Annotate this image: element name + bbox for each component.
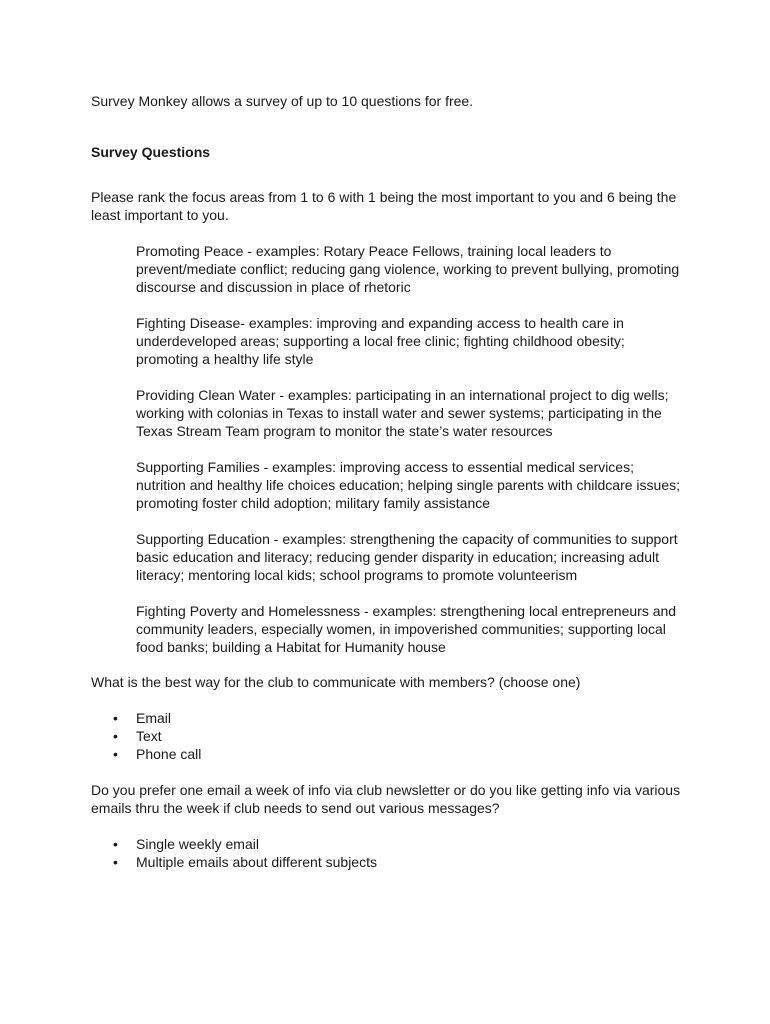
option-email: Email — [136, 710, 172, 726]
bullet-icon: • — [113, 728, 118, 744]
focus-area-education: Supporting Education - examples: strengthening the capacity of communities to support basic education and literacy; reducing gender disparity in education; increasing adult literacy; mentoring local kids; school programs to promote volunteerism — [136, 531, 678, 583]
focus-area-list — [136, 242, 681, 656]
communication-options — [91, 709, 691, 763]
list-item — [91, 727, 691, 745]
option-multiple-emails: Multiple emails about different subjects — [136, 854, 377, 870]
bullet-icon: • — [113, 746, 118, 762]
bullet-icon: • — [113, 836, 118, 852]
focus-area-poverty: Fighting Poverty and Homelessness - examples: strengthening local entrepreneurs and community leaders, especially women, in impoverished communities; supporting local food banks; building a Habitat for Humanity house — [136, 603, 677, 655]
option-single-weekly-email: Single weekly email — [136, 836, 259, 852]
focus-area-water: Providing Clean Water - examples: participating in an international project to dig wells; working with colonias in Texas to install water and sewer systems; participating in the Texas Stream Team program to monitor the state’s water resources — [136, 387, 669, 439]
focus-area-families: Supporting Families - examples: improving access to essential medical services; nutrition and healthy life choices education; helping single parents with childcare issues; promoting foster child adoption; military family assistance — [136, 459, 680, 511]
option-phone-call: Phone call — [136, 746, 202, 762]
option-text: Text — [136, 728, 162, 744]
rank-question: Please rank the focus areas from 1 to 6 with 1 being the most important to you and 6 being the least important to you. — [91, 189, 677, 223]
focus-area-disease: Fighting Disease- examples: improving and expanding access to health care in underdeveloped areas; supporting a local free clinic; fighting childhood obesity; promoting a healthy life style — [136, 315, 625, 367]
list-item — [91, 709, 691, 727]
email-preference-options — [91, 835, 691, 871]
list-item — [91, 835, 691, 853]
bullet-icon: • — [113, 854, 118, 870]
email-preference-question: Do you prefer one email a week of info via club newsletter or do you like getting info via various emails thru the week if club needs to send out various messages? — [91, 782, 681, 816]
document-page — [91, 92, 691, 889]
communication-question: What is the best way for the club to communicate with members? (choose one) — [91, 674, 581, 690]
focus-area-peace: Promoting Peace - examples: Rotary Peace Fellows, training local leaders to prevent/mediate conflict; reducing gang violence, working to prevent bullying, promoting discourse and discussion in place of rhetoric — [136, 243, 680, 295]
list-item — [91, 745, 691, 763]
section-heading: Survey Questions — [91, 144, 211, 160]
list-item — [91, 853, 691, 871]
intro-text: Survey Monkey allows a survey of up to 10 questions for free. — [91, 93, 474, 109]
bullet-icon: • — [113, 710, 118, 726]
